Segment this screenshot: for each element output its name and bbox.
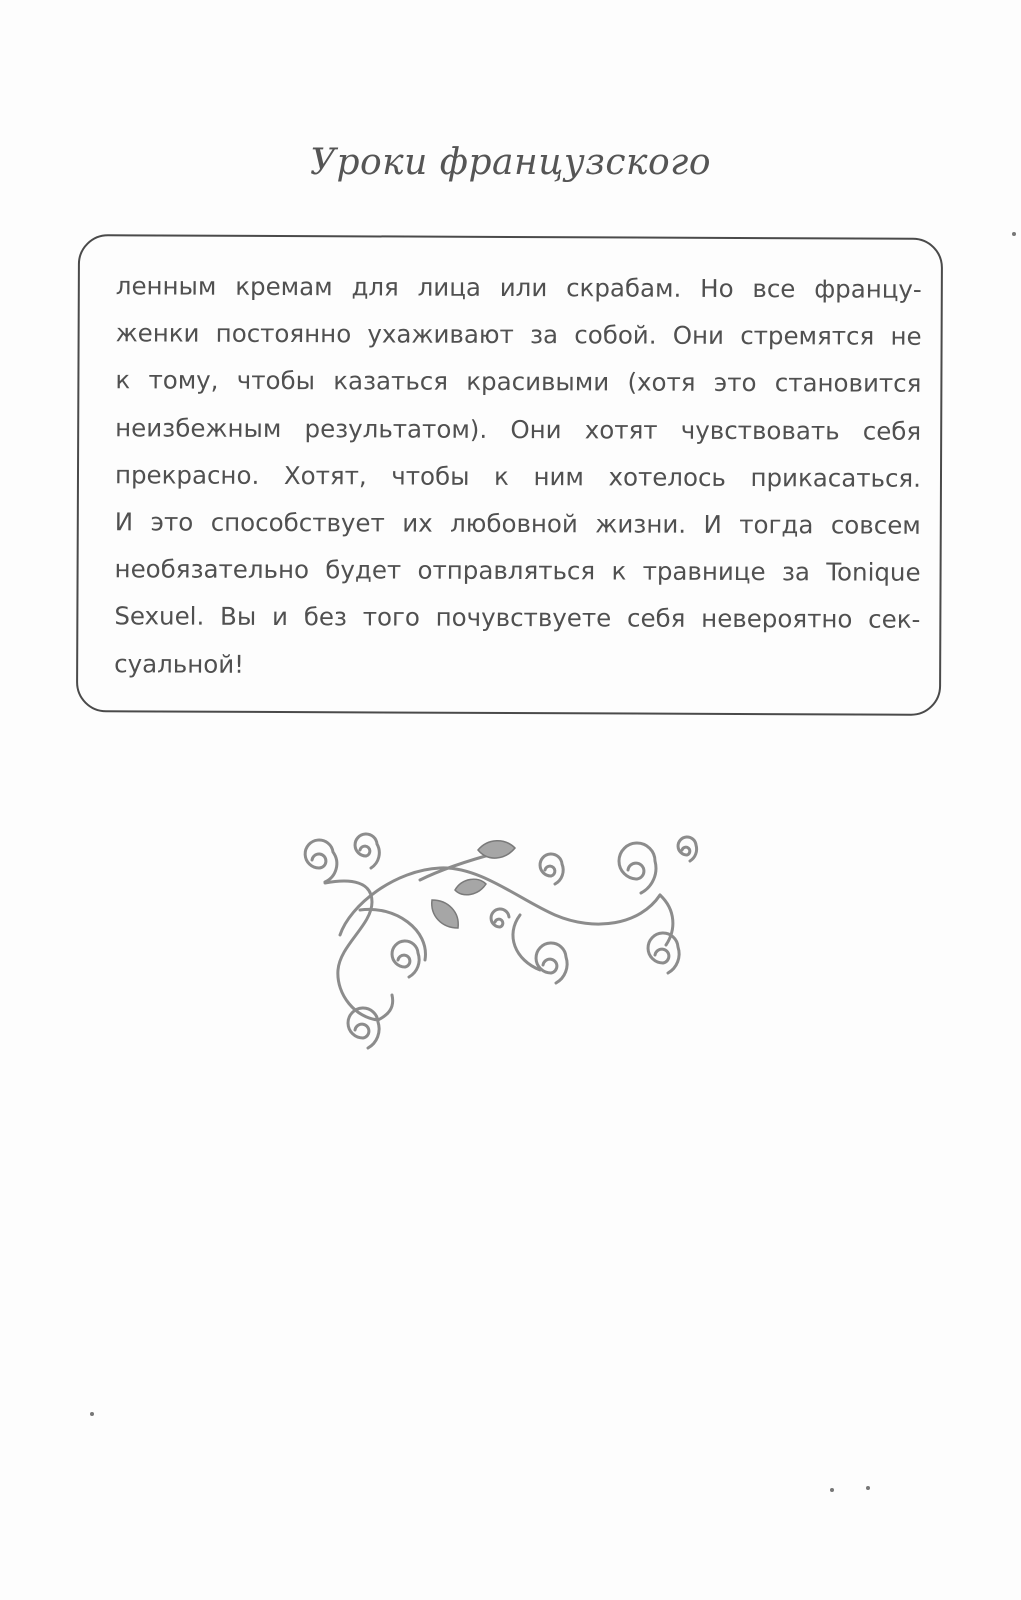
ornament-spiral: [540, 854, 563, 884]
print-speck: [1012, 232, 1016, 236]
paragraph-line: И это способствует их любовной жизни. И тогда совсем: [114, 507, 921, 540]
paragraph-line: к тому, чтобы казаться красивыми (хотя это становится: [115, 365, 922, 399]
ornament-stem: [325, 881, 378, 1020]
ornament-stem: [378, 995, 393, 1020]
print-speck: [866, 1486, 870, 1490]
ornament-spiral: [355, 834, 379, 868]
ornament-spiral: [619, 843, 656, 893]
paragraph-line: суальной!: [114, 648, 245, 679]
running-head: Уроки французского: [309, 142, 712, 183]
paragraph-line: женки постоянно ухаживают за собой. Они стремятся не: [115, 318, 922, 351]
ornament-spiral: [678, 837, 697, 861]
ornament-spiral: [348, 1008, 379, 1048]
print-speck: [90, 1412, 94, 1416]
ornament-leaf: [455, 879, 486, 895]
paragraph-line: прекрасно. Хотят, чтобы к ним хотелось прикасаться.: [114, 460, 922, 493]
ornament-spiral: [392, 941, 419, 977]
ornament-spiral: [305, 840, 337, 882]
ornament-leaf: [432, 900, 458, 928]
ornament-spiral: [648, 933, 679, 973]
paragraph-line: ленным кремам для лица или скрабам. Но все францу-: [115, 271, 922, 304]
ornament-stem: [340, 868, 660, 935]
paragraph-line: неизбежным результатом). Они хотят чувствовать себя: [115, 412, 922, 446]
ornament-spiral: [491, 909, 509, 927]
ornament-stem: [660, 895, 673, 945]
print-speck: [830, 1488, 834, 1492]
paragraph-line: необязательно будет отправляться к травнице за Tonique: [114, 554, 921, 587]
ornament-leaf: [478, 841, 515, 858]
paragraph-line: Sexuel. Вы и без того почувствуете себя невероятно сек-: [114, 601, 921, 635]
ornament-spiral: [536, 943, 567, 983]
